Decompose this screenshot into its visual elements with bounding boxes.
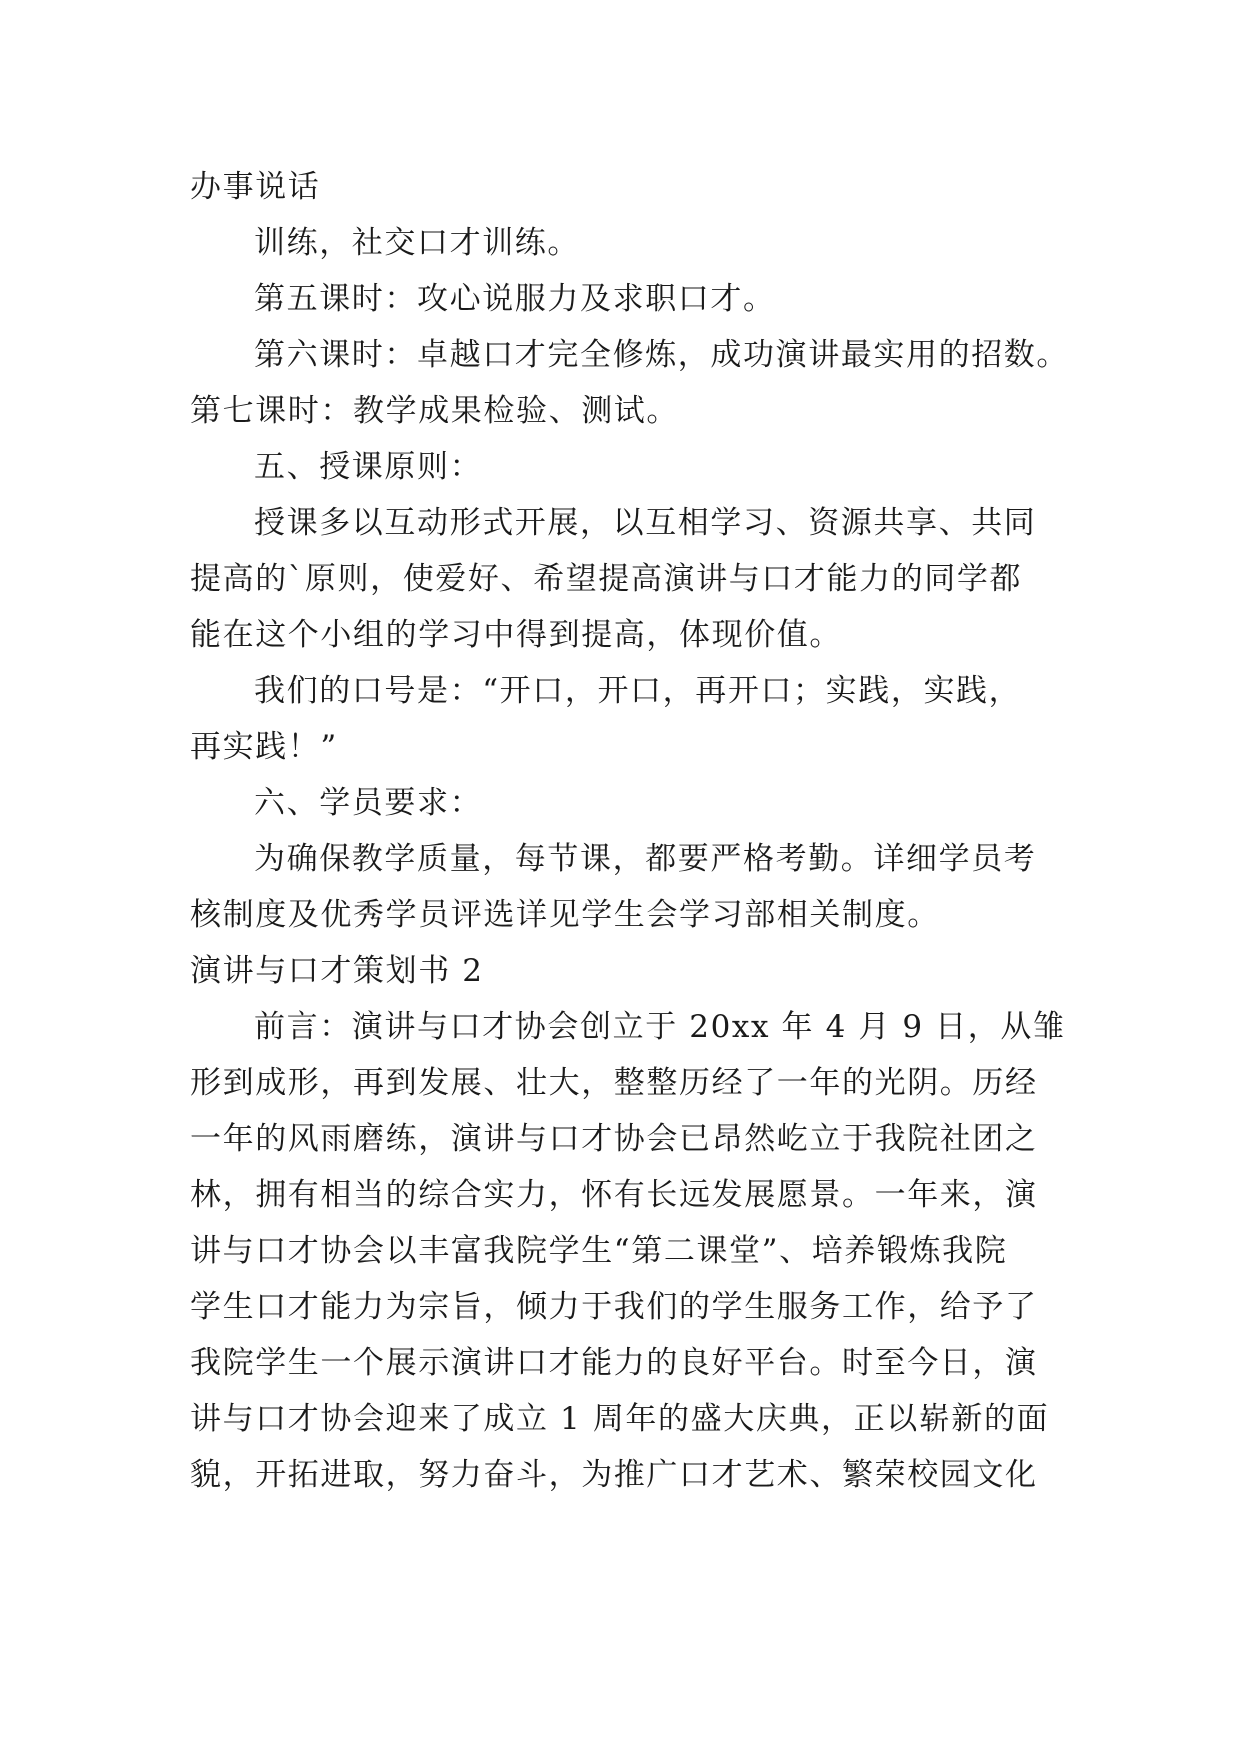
text-line: 提高的`原则，使爱好、希望提高演讲与口才能力的同学都	[190, 561, 1023, 597]
text-line: 第七课时：教学成果检验、测试。	[190, 393, 679, 429]
text-line: 前言：演讲与口才协会创立于 20xx 年 4 月 9 日，从雏	[254, 1009, 1066, 1045]
text-line: 为确保教学质量，每节课，都要严格考勤。详细学员考	[254, 841, 1037, 877]
text-line: 训练，社交口才训练。	[254, 225, 580, 261]
text-line: 再实践！”	[190, 729, 338, 765]
text-line: 讲与口才协会迎来了成立 1 周年的盛大庆典，正以崭新的面	[190, 1401, 1050, 1437]
text-line: 第五课时：攻心说服力及求职口才。	[254, 281, 776, 317]
section-heading: 五、授课原则：	[254, 449, 483, 485]
text-line: 授课多以互动形式开展，以互相学习、资源共享、共同	[254, 505, 1037, 541]
text-line: 核制度及优秀学员评选详见学生会学习部相关制度。	[190, 897, 940, 933]
text-line: 貌，开拓进取，努力奋斗，为推广口才艺术、繁荣校园文化	[190, 1457, 1038, 1493]
text-line: 我院学生一个展示演讲口才能力的良好平台。时至今日，演	[190, 1345, 1038, 1381]
text-line: 一年的风雨磨练，演讲与口才协会已昂然屹立于我院社团之	[190, 1121, 1038, 1157]
text-line: 讲与口才协会以丰富我院学生“第二课堂”、培养锻炼我院	[190, 1233, 1008, 1269]
section-heading: 六、学员要求：	[254, 785, 483, 821]
document-title: 演讲与口才策划书 2	[190, 953, 484, 989]
text-line: 学生口才能力为宗旨，倾力于我们的学生服务工作，给予了	[190, 1289, 1038, 1325]
text-line: 林，拥有相当的综合实力，怀有长远发展愿景。一年来，演	[190, 1177, 1038, 1213]
text-line: 形到成形，再到发展、壮大，整整历经了一年的光阴。历经	[190, 1065, 1038, 1101]
text-line: 能在这个小组的学习中得到提高，体现价值。	[190, 617, 842, 653]
text-line: 第六课时：卓越口才完全修炼，成功演讲最实用的招数。	[254, 337, 1069, 373]
text-line: 办事说话	[190, 169, 321, 205]
text-line: 我们的口号是：“开口，开口，再开口；实践，实践，	[254, 673, 1022, 709]
